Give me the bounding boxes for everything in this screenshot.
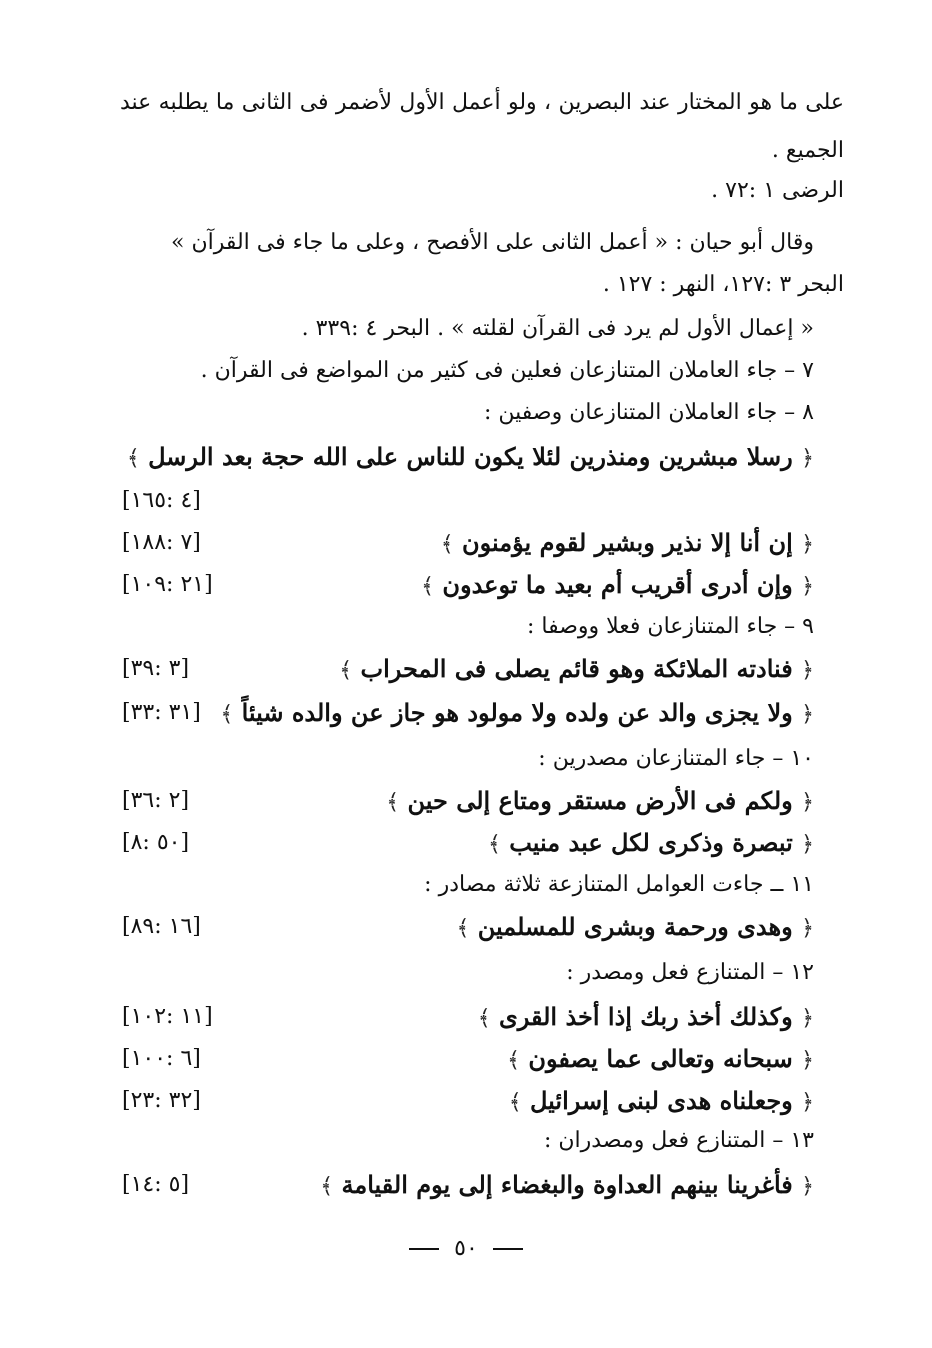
ornate-bracket-close: ﴾: [456, 916, 470, 941]
quran-verse: [509, 1086, 814, 1118]
paragraph-line: وقال أبو حيان : « أعمل الثانى على الأفصح ، وعلى ما جاء فى القرآن »: [170, 230, 814, 255]
paragraph-line: الجميع .: [771, 138, 844, 163]
verse-text: تبصرة وذكرى لكل عبد منيب: [509, 828, 793, 857]
quran-verse: [127, 442, 814, 474]
ornate-bracket-open: ﴿: [801, 790, 814, 815]
ornate-bracket-close: ﴾: [421, 574, 434, 599]
ornate-bracket-open: ﴿: [801, 916, 814, 941]
quran-verse: [320, 1170, 814, 1202]
verse-reference: [٣ :٣٩]: [122, 656, 190, 681]
verse-reference: [١٦ :٨٩]: [122, 914, 201, 939]
verse-text: رسلا مبشرين ومنذرين لئلا يكون للناس على الله حجة بعد الرسل: [148, 442, 793, 471]
quran-verse: [507, 1044, 814, 1076]
ornate-bracket-close: ﴾: [320, 1174, 334, 1199]
page-footer: [0, 1236, 932, 1261]
verse-reference: [٣١ :٣٣]: [122, 700, 201, 725]
ornate-bracket-open: ﴿: [801, 658, 814, 683]
numbered-item-13: ١٣ – المتنازع فعل ومصدران :: [543, 1128, 814, 1153]
verse-text: فنادته الملائكة وهو قائم يصلى فى المحراب: [360, 654, 793, 683]
verse-text: ولا يجزى والد عن ولده ولا مولود هو جاز عن والده شيئاً: [241, 698, 793, 727]
verse-reference: [٧ :١٨٨]: [122, 530, 201, 555]
ornate-bracket-open: ﴿: [801, 1090, 814, 1115]
citation-line: البحر ٣ :١٢٧، النهر : ١٢٧ .: [602, 272, 844, 297]
verse-text: ولكم فى الأرض مستقر ومتاع إلى حين: [407, 786, 793, 815]
verse-reference: [٣٢ :٢٣]: [122, 1088, 201, 1113]
quran-verse: [441, 528, 814, 560]
ornate-bracket-close: ﴾: [507, 1048, 520, 1073]
verse-reference: [٢١ :١٠٩]: [122, 572, 213, 597]
ornate-bracket-open: ﴿: [801, 1006, 814, 1031]
paragraph-line: على ما هو المختار عند البصرين ، ولو أعمل الأول لأضمر فى الثانى ما يطلبه عند: [120, 90, 844, 115]
footer-dash: [493, 1248, 523, 1250]
ornate-bracket-close: ﴾: [339, 658, 353, 683]
verse-text: وكذلك أخذ ربك إذا أخذ القرى: [498, 1002, 793, 1031]
quran-verse: [220, 698, 814, 730]
verse-reference: [٤ :١٦٥]: [122, 488, 201, 513]
quran-verse: [421, 570, 814, 602]
verse-reference: [٥٠ :٨]: [122, 830, 190, 855]
numbered-item-8: ٨ – جاء العاملان المتنازعان وصفين :: [484, 400, 814, 425]
numbered-item-9: ٩ – جاء المتنازعان فعلا ووصفا :: [527, 614, 814, 639]
numbered-item-7: ٧ – جاء العاملان المتنازعان فعلين فى كثير من المواضع فى القرآن .: [200, 358, 814, 383]
quote-line: « إعمال الأول لم يرد فى القرآن لقلته » . البحر ٤ :٣٣٩ .: [301, 316, 814, 341]
verse-reference: [٦ :١٠٠]: [122, 1046, 201, 1071]
verse-text: فأغرينا بينهم العداوة والبغضاء إلى يوم القيامة: [341, 1170, 793, 1199]
verse-reference: [١١ :١٠٢]: [122, 1004, 213, 1029]
numbered-item-12: ١٢ – المتنازع فعل ومصدر :: [566, 960, 814, 985]
verse-reference: [٢ :٣٦]: [122, 788, 190, 813]
ornate-bracket-open: ﴿: [801, 1048, 814, 1073]
ornate-bracket-close: ﴾: [220, 702, 234, 727]
verse-reference: [٥ :١٤]: [122, 1172, 190, 1197]
numbered-item-10: ١٠ – جاء المتنازعان مصدرين :: [538, 746, 814, 771]
quran-verse: [488, 828, 814, 860]
citation-line: الرضى ١ :٧٢ .: [711, 178, 844, 203]
ornate-bracket-open: ﴿: [801, 832, 814, 857]
ornate-bracket-close: ﴾: [487, 832, 501, 857]
quran-verse: [386, 786, 814, 818]
ornate-bracket-open: ﴿: [801, 532, 814, 557]
quran-verse: [339, 654, 814, 686]
ornate-bracket-open: ﴿: [801, 574, 814, 599]
verse-text: إن أنا إلا نذير وبشير لقوم يؤمنون: [462, 528, 793, 557]
ornate-bracket-close: ﴾: [440, 532, 454, 557]
ornate-bracket-close: ﴾: [126, 446, 140, 471]
verse-text: وهدى ورحمة وبشرى للمسلمين: [477, 912, 793, 941]
ornate-bracket-close: ﴾: [477, 1006, 491, 1031]
page-number: ٥٠: [454, 1236, 478, 1261]
footer-dash: [409, 1248, 439, 1250]
quran-verse: [478, 1002, 814, 1034]
ornate-bracket-open: ﴿: [801, 446, 814, 471]
ornate-bracket-close: ﴾: [386, 790, 400, 815]
ornate-bracket-open: ﴿: [801, 702, 814, 727]
verse-text: وإن أدرى أقريب أم بعيد ما توعدون: [442, 570, 793, 599]
quran-verse: [456, 912, 814, 944]
numbered-item-11: ١١ ــ جاءت العوامل المتنازعة ثلاثة مصادر :: [424, 872, 814, 897]
ornate-bracket-open: ﴿: [801, 1174, 814, 1199]
verse-text: وجعلناه هدى لبنى إسرائيل: [529, 1086, 793, 1115]
verse-text: سبحانه وتعالى عما يصفون: [528, 1044, 793, 1073]
ornate-bracket-close: ﴾: [508, 1090, 522, 1115]
